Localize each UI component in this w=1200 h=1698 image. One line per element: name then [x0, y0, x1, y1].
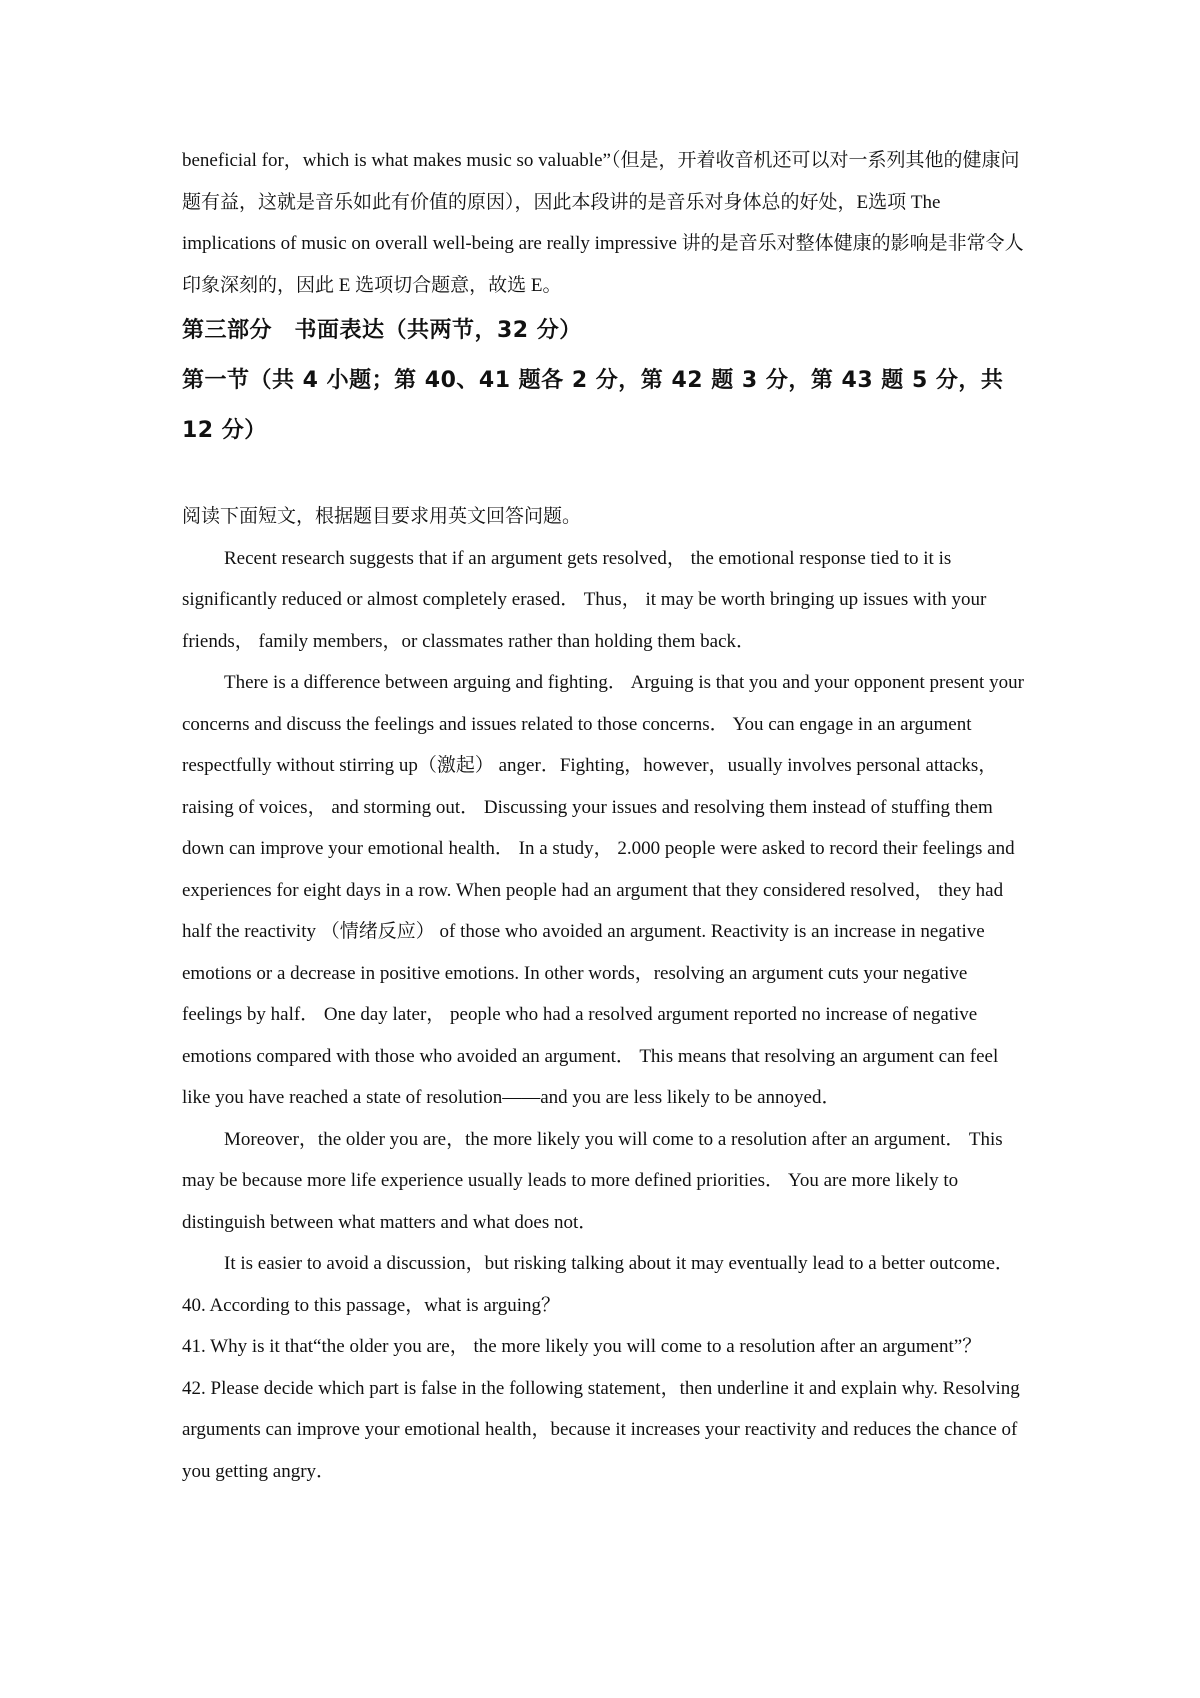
passage-paragraph-1: Recent research suggests that if an argument gets resolved， the emotional response tied to it is significantly reduced or almost completely erased． Thus， it may be worth bringing up issues with your friends， family members，or classmates rather than holding them back． — [182, 547, 987, 652]
question-40: 40. According to this passage，what is arguing？ — [182, 1294, 561, 1316]
intro-paragraph: beneficial for，which is what makes music so valuable”（但是，开着收音机还可以对一系列其他的健康问题有益，这就是音乐如此有价值的原因），因此本段讲的是音乐对身体总的好处，E选项 The implications of music on overall well-being are really impressive 讲的是音乐对整体健康的影响是非常令人印象深刻的，因此 E 选项切合题意，故选 E。 — [182, 150, 1024, 296]
passage-paragraph-3: Moreover，the older you are，the more likely you will come to a resolution after an argument． This may be because more life experience usually leads to more defined priorities． You are more likely to distinguish between what matters and what does not． — [182, 1128, 1003, 1233]
passage-paragraph-2: There is a difference between arguing and fighting． Arguing is that you and your opponent present your concerns and discuss the feelings and issues related to those concerns． You can engage in an argument respectfully without stirring up（激起） anger．Fighting，however，usually involves personal attacks，raising of voices， and storming out． Discussing your issues and resolving them instead of stuffing them down can improve your emotional health． In a study， 2.000 people were asked to record their feelings and experiences for eight days in a row. When people had an argument that they considered resolved， they had half the reactivity （情绪反应） of those who avoided an argument. Reactivity is an increase in negative emotions or a decrease in positive emotions. In other words，resolving an argument cuts your negative feelings by half． One day later， people who had a resolved argument reported no increase of negative emotions compared with those who avoided an argument． This means that resolving an argument can feel like you have reached a state of resolution——and you are less likely to be annoyed． — [182, 672, 1024, 1108]
question-41: 41. Why is it that“the older you are， the more likely you will come to a resolution after an argument”？ — [182, 1336, 982, 1357]
instruction-text: 阅读下面短文，根据题目要求用英文回答问题。 — [182, 506, 582, 527]
section-heading: 第三部分 书面表达（共两节，32 分） — [182, 318, 582, 343]
document-content — [182, 140, 1027, 1492]
spacer — [182, 456, 1027, 496]
question-42: 42. Please decide which part is false in the following statement，then underline it and explain why. Resolving arguments can improve your emotional health，because it increases your reactivity and reduces the chance of you getting angry． — [182, 1377, 1020, 1482]
passage-paragraph-4: It is easier to avoid a discussion，but risking talking about it may eventually lead to a better outcome． — [224, 1253, 1014, 1274]
subsection-heading: 第一节（共 4 小题；第 40、41 题各 2 分，第 42 题 3 分，第 43 题 5 分，共 12 分） — [182, 368, 1004, 443]
